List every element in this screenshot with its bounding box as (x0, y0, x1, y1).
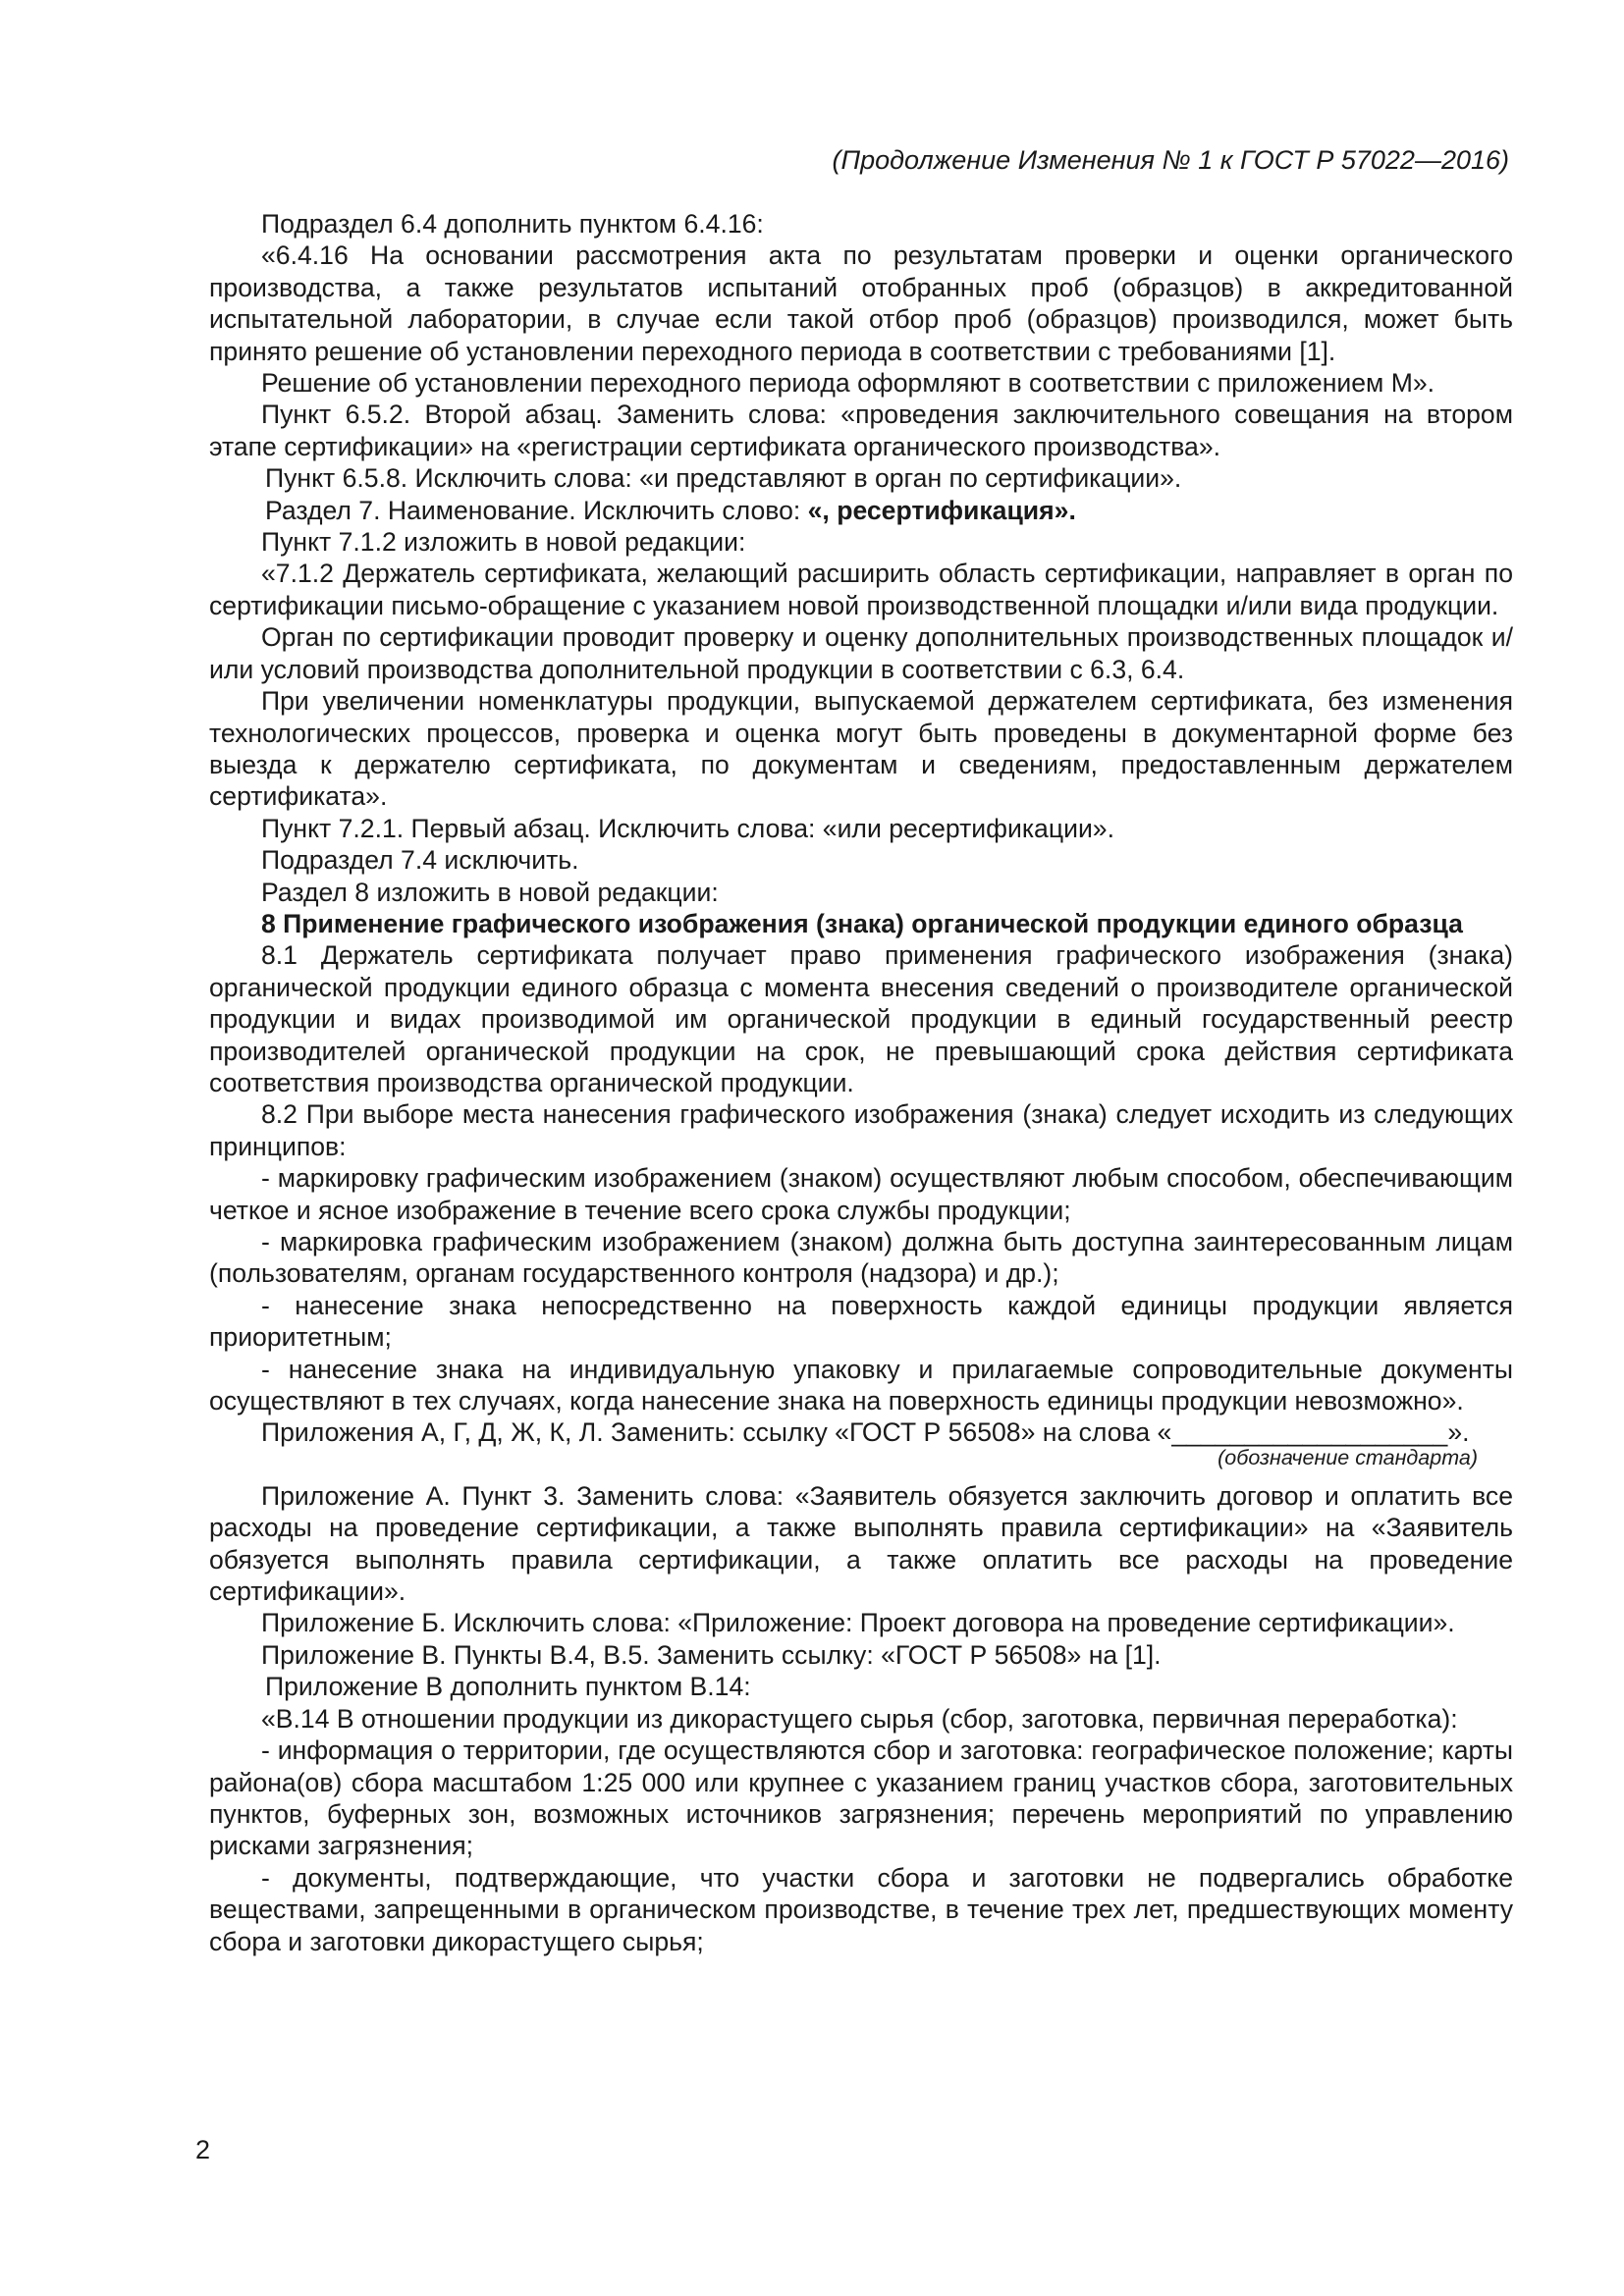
list-item: - маркировка графическим изображением (знаком) должна быть доступна заинтересованным лицам (пользователям, органам государственного контроля (надзора) и др.); (209, 1227, 1513, 1289)
paragraph: Пункт 6.5.2. Второй абзац. Заменить слова: «проведения заключительного совещания на втором этапе сертификации» на «регистрации сертификата органического производства». (209, 400, 1513, 461)
paragraph: 8.1 Держатель сертификата получает право применения графического изображения (знака) органической продукции единого образца с момента внесения сведений о производителе органической продукции и видах производимой им органической продукции в единый государственный реестр производителей органической продукции на срок, не превышающий срока действия сертификата соответствия производства органической продукции. (209, 940, 1513, 1097)
paragraph: Подраздел 7.4 исключить. (261, 845, 579, 876)
paragraph: Пункт 6.5.8. Исключить слова: «и представляют в орган по сертификации». (265, 463, 1182, 494)
paragraph: 8.2 При выборе места нанесения графического изображения (знака) следует исходить из следующих принципов: (209, 1099, 1513, 1161)
paragraph: «7.1.2 Держатель сертификата, желающий расширить область сертификации, направляет в орган по сертификации письмо-обращение с указанием новой производственной площадки и/или вида продукции. (209, 559, 1513, 620)
paragraph (209, 495, 1513, 526)
list-item: - нанесение знака на индивидуальную упаковку и прилагаемые сопроводительные документы осуществляют в тех случаях, когда нанесение знака на поверхность единицы продукции невозможно». (209, 1354, 1513, 1416)
paragraph: Приложение Б. Исключить слова: «Приложение: Проект договора на проведение сертификации». (261, 1608, 1455, 1638)
running-header: (Продолжение Изменения № 1 к ГОСТ Р 57022—2016) (832, 145, 1509, 175)
paragraph: «6.4.16 На основании рассмотрения акта по результатам проверки и оценки органического производства, а также результатов испытаний отобранных проб (образцов) в аккредитованной испытательной лаборатории, в случае если такой отбор проб (образцов) производился, может быть принято решение об установлении переходного периода в соответствии с требованиями [1]. (209, 240, 1513, 366)
paragraph: Решение об установлении переходного периода оформляют в соответствии с приложением М». (261, 368, 1435, 399)
list-item: - маркировку графическим изображением (знаком) осуществляют любым способом, обеспечивающим четкое и ясное изображение в течение всего срока службы продукции; (209, 1163, 1513, 1225)
paragraph: Приложение В дополнить пунктом В.14: (265, 1672, 751, 1702)
paragraph: Приложение В. Пункты В.4, В.5. Заменить ссылку: «ГОСТ Р 56508» на [1]. (261, 1639, 1162, 1670)
paragraph: При увеличении номенклатуры продукции, выпускаемой держателем сертификата, без изменения технологических процессов, проверка и оценка могут быть проведены в документарной форме без выезда к держателю сертификата, по документам и сведениям, предоставленным держателем сертификата». (209, 686, 1513, 812)
paragraph: Орган по сертификации проводит проверку и оценку дополнительных производственных площадок и/или условий производства дополнительной продукции в соответствии с 6.3, 6.4. (209, 622, 1513, 684)
blank-caption: (обозначение стандарта) (1218, 1445, 1478, 1469)
list-item: - информация о территории, где осуществляются сбор и заготовка: географическое положение; карты района(ов) сбора масштабом 1:25 000 или крупнее с указанием границ участков сбора, заготовительных пунктов, буферных зон, возможных источников загрязнения; перечень мероприятий по управлению рисками загрязнения; (209, 1735, 1513, 1861)
paragraph: Пункт 7.2.1. Первый абзац. Исключить слова: «или ресертификации». (261, 813, 1114, 843)
paragraph: Приложения А, Г, Д, Ж, К, Л. Заменить: ссылку «ГОСТ Р 56508» на слова «___________________». (261, 1417, 1470, 1448)
paragraph: Раздел 8 изложить в новой редакции: (261, 877, 719, 907)
document-body (209, 208, 1513, 1957)
paragraph: Подраздел 6.4 дополнить пунктом 6.4.16: (261, 209, 764, 239)
paragraph: «В.14 В отношении продукции из дикорастущего сырья (сбор, заготовка, первичная переработка): (261, 1703, 1458, 1734)
list-item: - документы, подтверждающие, что участки сбора и заготовки не подвергались обработке веществами, запрещенными в органическом производстве, в течение трех лет, предшествующих моменту сбора и заготовки дикорастущего сырья; (209, 1862, 1513, 1956)
list-item: - нанесение знака непосредственно на поверхность каждой единицы продукции является приоритетным; (209, 1290, 1513, 1353)
paragraph: Приложение А. Пункт 3. Заменить слова: «Заявитель обязуется заключить договор и оплатить все расходы на проведение сертификации, а также выполнять правила сертификации» на «Заявитель обязуется выполнять правила сертификации, а также оплатить все расходы на проведение сертификации». (209, 1480, 1513, 1607)
section-heading: 8 Применение графического изображения (знака) органической продукции единого образца (261, 908, 1463, 938)
bold-phrase: «, ресертификация». (807, 495, 1076, 525)
paragraph: Пункт 7.1.2 изложить в новой редакции: (261, 527, 746, 558)
paragraph-text: Раздел 7. Наименование. Исключить слово: (265, 495, 808, 525)
page-number: 2 (195, 2135, 211, 2164)
